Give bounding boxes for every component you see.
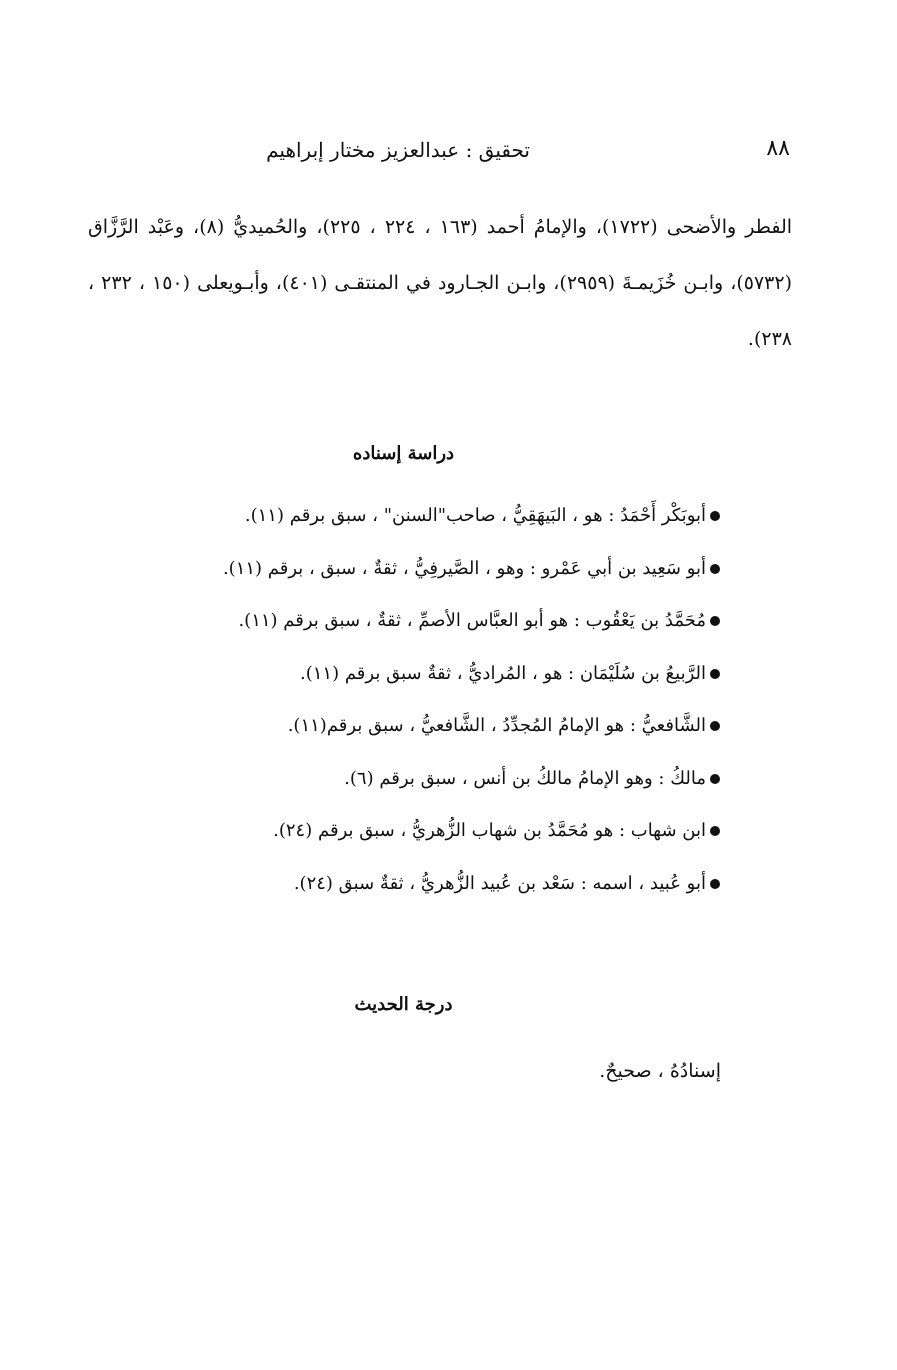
narrator-text: أبو عُبيد ، اسمه : سَعْد بن عُبيد الزُّهريُّ ، ثقةٌ سبق (٢٤). bbox=[293, 872, 706, 894]
bullet-icon bbox=[710, 616, 720, 626]
bullet-icon bbox=[710, 564, 720, 574]
page-header bbox=[90, 132, 790, 172]
narrator-text: أبو سَعِيد بن أبي عَمْرو : وهو ، الصَّيرفِيُّ ، ثقةٌ ، سبق ، برقم (١١). bbox=[222, 557, 706, 579]
running-title: تحقيق : عبدالعزيز مختار إبراهيم bbox=[266, 138, 530, 162]
list-item bbox=[160, 753, 720, 806]
narrator-text: الشَّافعيُّ : هو الإمامُ المُجدِّدُ ، الشَّافعيُّ ، سبق برقم(١١). bbox=[287, 715, 706, 736]
page-number: ٨٨ bbox=[766, 136, 790, 161]
list-item bbox=[160, 543, 720, 596]
isnad-section-title: دراسة إسناده bbox=[352, 443, 455, 464]
narrators-list bbox=[160, 490, 720, 910]
narrator-text: الرَّبيعُ بن سُلَيْمَان : هو ، المُراديُّ ، ثقةٌ سبق برقم (١١). bbox=[299, 662, 706, 684]
narrator-text: مالكُ : وهو الإمامُ مالكُ بن أنس ، سبق برقم (٦). bbox=[344, 767, 706, 789]
grade-section-title: درجة الحديث bbox=[354, 994, 453, 1015]
narrator-text: أبوبَكْر أَحْمَدُ : هو ، البَيهَقِيُّ ، صاحب"السنن" ، سبق برقم (١١). bbox=[244, 505, 706, 526]
list-item bbox=[160, 858, 720, 911]
bullet-icon bbox=[710, 826, 720, 836]
narrator-text: مُحَمَّدُ بن يَعْقُوب : هو أبو العبَّاس الأصمِّ ، ثقةٌ ، سبق برقم (١١). bbox=[238, 610, 706, 631]
list-item bbox=[160, 700, 720, 753]
bullet-icon bbox=[710, 669, 720, 679]
hadith-verdict: إسنادُهُ ، صحيحٌ. bbox=[599, 1060, 721, 1082]
list-item bbox=[160, 490, 720, 543]
list-item bbox=[160, 595, 720, 648]
bullet-icon bbox=[710, 879, 720, 889]
intro-paragraph: الفطر والأضحى (١٧٢٢)، والإمامُ أحمد (١٦٣ ، ٢٢٤ ، ٢٢٥)، والحُميديُّ (٨)، وعَبْد الرَّزَّاق (٥٧٣٢)، وابـن خُزَيمـةَ (٢٩٥٩)، وابـن الجـارود في المنتقـى (٤٠١)، وأبـويعلى (١٥٠ ، ٢٣٢ ، ٢٣٨). bbox=[88, 216, 793, 350]
list-item bbox=[160, 805, 720, 858]
bullet-icon bbox=[710, 721, 720, 731]
bullet-icon bbox=[710, 511, 720, 521]
narrator-text: ابن شهاب : هو مُحَمَّدُ بن شهاب الزُّهريُّ ، سبق برقم (٢٤). bbox=[273, 820, 706, 841]
bullet-icon bbox=[710, 774, 720, 784]
list-item bbox=[160, 648, 720, 701]
